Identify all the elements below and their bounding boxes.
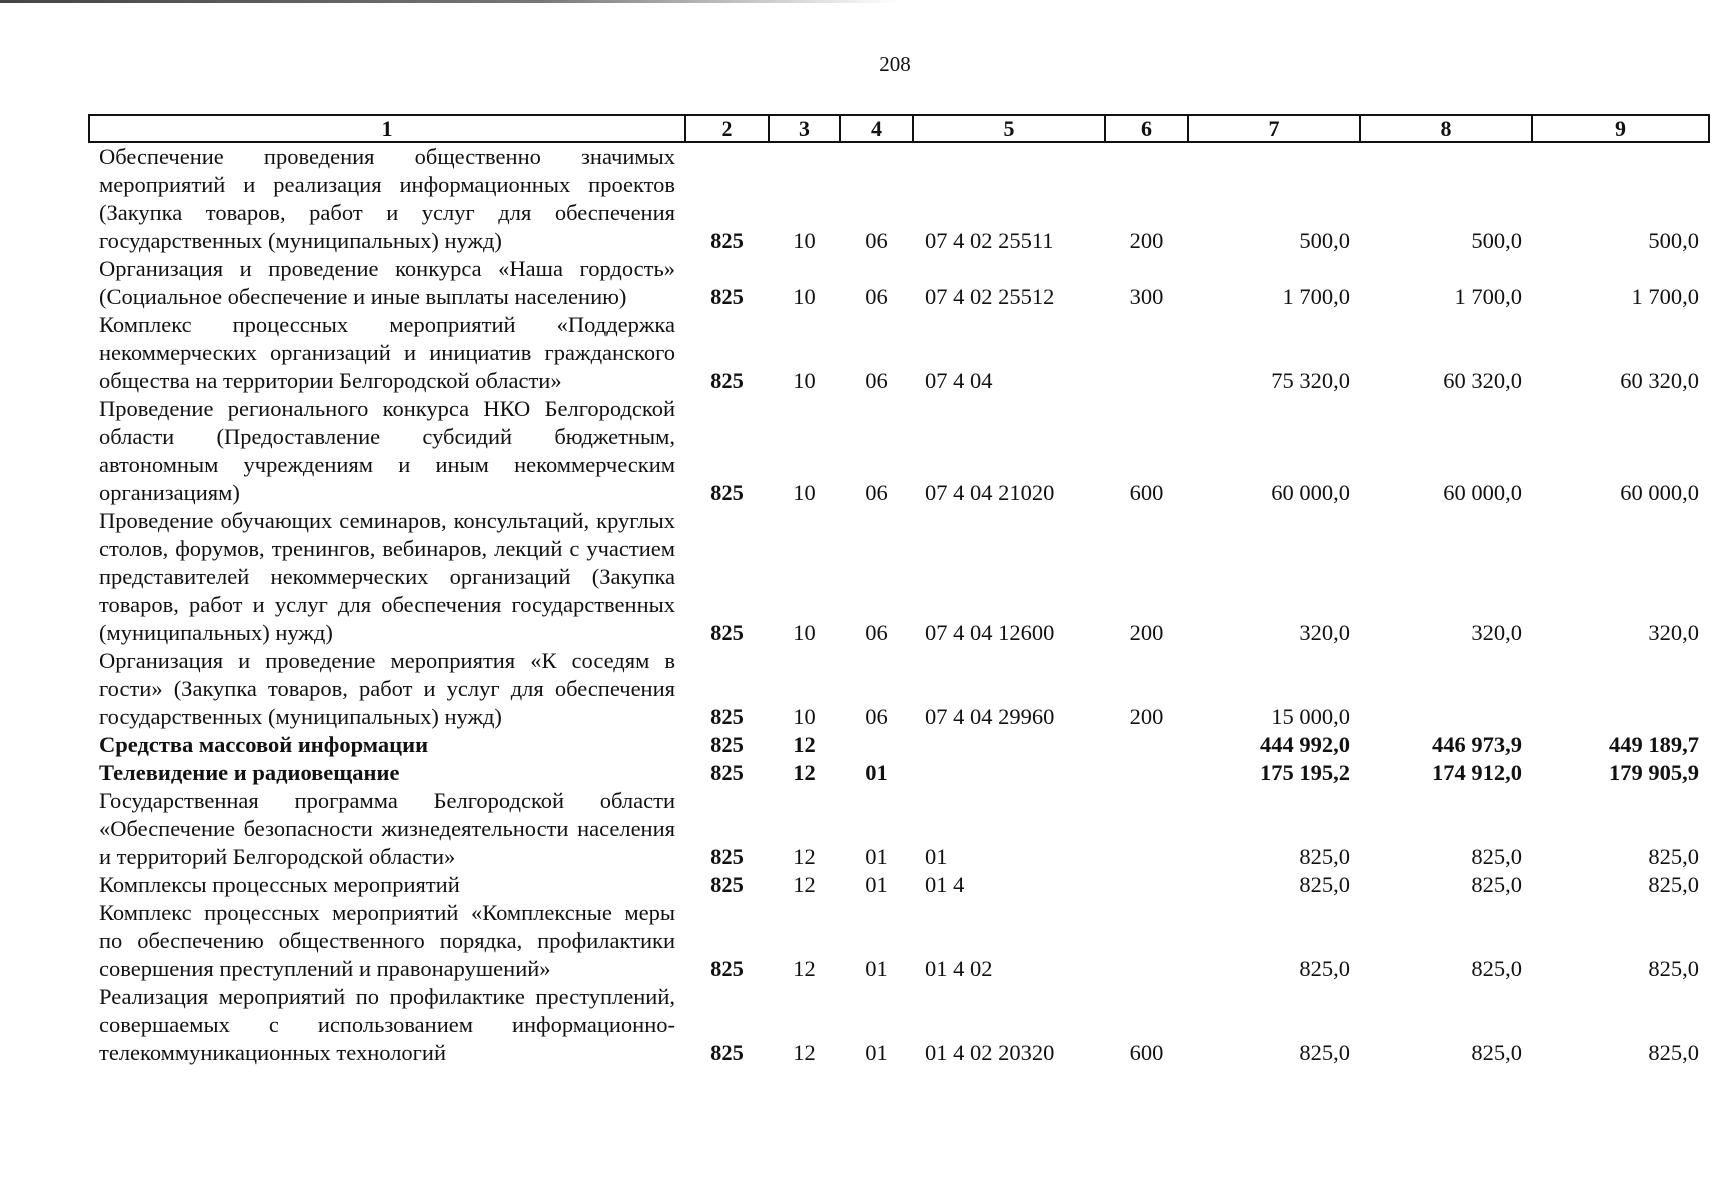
row-expense-type-cell bbox=[1105, 731, 1188, 759]
row-expense-type-cell: 600 bbox=[1129, 1040, 1164, 1065]
row-expense-type-cell: 200 bbox=[1129, 620, 1164, 645]
column-header-1: 1 bbox=[89, 115, 685, 142]
row-target-article-cell: 07 4 04 29960 bbox=[925, 704, 1055, 729]
row-amount-col7-cell: 15 000,0 bbox=[1271, 704, 1350, 729]
row-grbs-cell: 825 bbox=[710, 620, 744, 645]
table-header-row bbox=[89, 115, 1709, 142]
row-grbs-cell: 825 bbox=[710, 844, 744, 869]
row-amount-col8-cell: 60 320,0 bbox=[1443, 368, 1522, 393]
budget-table bbox=[88, 114, 1710, 1067]
table-row bbox=[89, 787, 1709, 871]
row-amount-col7-cell: 75 320,0 bbox=[1271, 368, 1350, 393]
row-target-article-cell: 07 4 02 25511 bbox=[925, 228, 1054, 253]
row-grbs-cell: 825 bbox=[710, 704, 744, 729]
page-number: 208 bbox=[879, 52, 911, 76]
row-amount-col8-cell: 825,0 bbox=[1471, 1040, 1522, 1065]
row-amount-col8-cell: 320,0 bbox=[1471, 620, 1522, 645]
table-row bbox=[89, 255, 1709, 311]
row-target-article-cell: 07 4 04 12600 bbox=[925, 620, 1055, 645]
row-grbs-cell: 825 bbox=[710, 480, 744, 505]
row-grbs-cell: 825 bbox=[710, 872, 744, 897]
row-section-cell: 10 bbox=[793, 704, 816, 729]
row-amount-col8-cell: 825,0 bbox=[1471, 844, 1522, 869]
row-name-cell: Организация и проведение конкурса «Наша гордость» (Социальное обеспечение и иные выплаты населению) bbox=[99, 256, 675, 309]
row-target-article-cell: 01 4 02 20320 bbox=[925, 1040, 1055, 1065]
row-amount-col9-cell: 320,0 bbox=[1648, 620, 1699, 645]
row-amount-col7-cell: 175 195,2 bbox=[1260, 760, 1350, 785]
row-section-cell: 10 bbox=[793, 620, 816, 645]
row-amount-col7-cell: 825,0 bbox=[1299, 956, 1350, 981]
row-subsection-cell bbox=[840, 731, 913, 759]
row-amount-col9-cell: 825,0 bbox=[1648, 1040, 1699, 1065]
table-row bbox=[89, 395, 1709, 507]
column-header-8: 8 bbox=[1360, 115, 1532, 142]
table-row bbox=[89, 647, 1709, 731]
row-expense-type-cell: 200 bbox=[1129, 228, 1164, 253]
row-amount-col7-cell: 825,0 bbox=[1299, 872, 1350, 897]
row-target-article-cell: 01 4 bbox=[925, 872, 965, 897]
row-expense-type-cell bbox=[1105, 759, 1188, 787]
scan-edge-line bbox=[0, 0, 900, 3]
row-amount-col9-cell: 60 320,0 bbox=[1620, 368, 1699, 393]
row-expense-type-cell bbox=[1105, 311, 1188, 395]
row-section-cell: 10 bbox=[793, 228, 816, 253]
row-amount-col9-cell: 1 700,0 bbox=[1631, 284, 1699, 309]
row-section-cell: 10 bbox=[793, 284, 816, 309]
table-row bbox=[89, 983, 1709, 1067]
row-amount-col9-cell: 825,0 bbox=[1648, 956, 1699, 981]
table-row bbox=[89, 899, 1709, 983]
row-subsection-cell: 06 bbox=[865, 228, 888, 253]
row-amount-col9-cell: 60 000,0 bbox=[1620, 480, 1699, 505]
row-section-cell: 10 bbox=[793, 368, 816, 393]
row-amount-col9-cell: 449 189,7 bbox=[1609, 732, 1699, 757]
row-name-cell: Комплекс процессных мероприятий «Поддержка некоммерческих организаций и инициатив гражданского общества на территории Белгородской области» bbox=[99, 312, 675, 393]
row-subsection-cell: 01 bbox=[865, 844, 888, 869]
row-grbs-cell: 825 bbox=[710, 284, 744, 309]
row-name-cell: Комплексы процессных мероприятий bbox=[99, 872, 460, 897]
row-amount-col9-cell bbox=[1532, 647, 1709, 731]
row-grbs-cell: 825 bbox=[710, 368, 744, 393]
row-amount-col7-cell: 825,0 bbox=[1299, 844, 1350, 869]
row-amount-col8-cell: 1 700,0 bbox=[1454, 284, 1522, 309]
row-subsection-cell: 01 bbox=[865, 872, 888, 897]
row-amount-col9-cell: 825,0 bbox=[1648, 872, 1699, 897]
row-section-cell: 12 bbox=[793, 760, 816, 785]
row-amount-col7-cell: 320,0 bbox=[1299, 620, 1350, 645]
row-subsection-cell: 06 bbox=[865, 620, 888, 645]
row-section-cell: 12 bbox=[793, 732, 816, 757]
row-expense-type-cell bbox=[1105, 899, 1188, 983]
row-subsection-cell: 06 bbox=[865, 284, 888, 309]
row-amount-col7-cell: 1 700,0 bbox=[1282, 284, 1350, 309]
row-subsection-cell: 01 bbox=[865, 956, 888, 981]
row-subsection-cell: 01 bbox=[865, 1040, 888, 1065]
row-name-cell: Реализация мероприятий по профилактике преступлений, совершаемых с использованием информационно-телекоммуникационных технологий bbox=[99, 984, 675, 1065]
row-amount-col8-cell: 60 000,0 bbox=[1443, 480, 1522, 505]
row-amount-col9-cell: 500,0 bbox=[1648, 228, 1699, 253]
row-grbs-cell: 825 bbox=[710, 956, 744, 981]
row-amount-col9-cell: 825,0 bbox=[1648, 844, 1699, 869]
row-target-article-cell: 01 4 02 bbox=[925, 956, 993, 981]
row-subsection-cell: 06 bbox=[865, 704, 888, 729]
budget-table-container bbox=[88, 114, 1708, 1067]
column-header-3: 3 bbox=[769, 115, 840, 142]
row-expense-type-cell bbox=[1105, 787, 1188, 871]
row-expense-type-cell: 200 bbox=[1129, 704, 1164, 729]
row-grbs-cell: 825 bbox=[710, 760, 744, 785]
table-row bbox=[89, 731, 1709, 759]
row-section-cell: 12 bbox=[793, 956, 816, 981]
row-section-cell: 10 bbox=[793, 480, 816, 505]
row-section-cell: 12 bbox=[793, 844, 816, 869]
row-subsection-cell: 06 bbox=[865, 480, 888, 505]
table-row bbox=[89, 142, 1709, 255]
row-expense-type-cell: 300 bbox=[1129, 284, 1164, 309]
row-amount-col7-cell: 825,0 bbox=[1299, 1040, 1350, 1065]
column-header-4: 4 bbox=[840, 115, 913, 142]
table-row bbox=[89, 311, 1709, 395]
row-name-cell: Организация и проведение мероприятия «К соседям в гости» (Закупка товаров, работ и услуг для обеспечения государственных (муниципальных) нужд) bbox=[99, 648, 675, 729]
column-header-6: 6 bbox=[1105, 115, 1188, 142]
row-target-article-cell bbox=[913, 759, 1105, 787]
row-target-article-cell: 07 4 04 bbox=[925, 368, 993, 393]
row-amount-col8-cell: 174 912,0 bbox=[1432, 760, 1522, 785]
row-grbs-cell: 825 bbox=[710, 1040, 744, 1065]
row-target-article-cell: 01 bbox=[925, 844, 948, 869]
row-section-cell: 12 bbox=[793, 1040, 816, 1065]
row-target-article-cell: 07 4 04 21020 bbox=[925, 480, 1055, 505]
row-subsection-cell: 01 bbox=[865, 760, 888, 785]
row-subsection-cell: 06 bbox=[865, 368, 888, 393]
row-name-cell: Проведение регионального конкурса НКО Белгородской области (Предоставление субсидий бюджетным, автономным учреждениям и иным некоммерческим организациям) bbox=[99, 396, 675, 505]
table-row bbox=[89, 871, 1709, 899]
row-name-cell: Телевидение и радиовещание bbox=[99, 760, 400, 785]
row-target-article-cell: 07 4 02 25512 bbox=[925, 284, 1055, 309]
row-expense-type-cell bbox=[1105, 871, 1188, 899]
row-target-article-cell bbox=[913, 731, 1105, 759]
column-header-5: 5 bbox=[913, 115, 1105, 142]
row-name-cell: Государственная программа Белгородской области «Обеспечение безопасности жизнедеятельности населения и территорий Белгородской области» bbox=[99, 788, 675, 869]
row-grbs-cell: 825 bbox=[710, 228, 744, 253]
row-amount-col7-cell: 444 992,0 bbox=[1260, 732, 1350, 757]
row-amount-col8-cell: 825,0 bbox=[1471, 956, 1522, 981]
row-section-cell: 12 bbox=[793, 872, 816, 897]
row-amount-col9-cell: 179 905,9 bbox=[1609, 760, 1699, 785]
table-row bbox=[89, 507, 1709, 647]
column-header-2: 2 bbox=[685, 115, 769, 142]
row-grbs-cell: 825 bbox=[710, 732, 744, 757]
row-amount-col8-cell bbox=[1360, 647, 1532, 731]
row-amount-col7-cell: 500,0 bbox=[1299, 228, 1350, 253]
row-name-cell: Средства массовой информации bbox=[99, 732, 429, 757]
row-amount-col7-cell: 60 000,0 bbox=[1271, 480, 1350, 505]
table-row bbox=[89, 759, 1709, 787]
column-header-9: 9 bbox=[1532, 115, 1709, 142]
row-name-cell: Комплекс процессных мероприятий «Комплексные меры по обеспечению общественного порядка, профилактики совершения преступлений и правонарушений» bbox=[99, 900, 675, 981]
column-header-7: 7 bbox=[1188, 115, 1360, 142]
row-amount-col8-cell: 825,0 bbox=[1471, 872, 1522, 897]
row-name-cell: Проведение обучающих семинаров, консультаций, круглых столов, форумов, тренингов, вебинаров, лекций с участием представителей некоммерческих организаций (Закупка товаров, работ и услуг для обеспечения государственных (муниципальных) нужд) bbox=[99, 508, 675, 645]
row-amount-col8-cell: 446 973,9 bbox=[1432, 732, 1522, 757]
row-amount-col8-cell: 500,0 bbox=[1471, 228, 1522, 253]
row-name-cell: Обеспечение проведения общественно значимых мероприятий и реализация информационных проектов (Закупка товаров, работ и услуг для обеспечения государственных (муниципальных) нужд) bbox=[99, 144, 675, 253]
row-expense-type-cell: 600 bbox=[1129, 480, 1164, 505]
table-body bbox=[89, 142, 1709, 1067]
